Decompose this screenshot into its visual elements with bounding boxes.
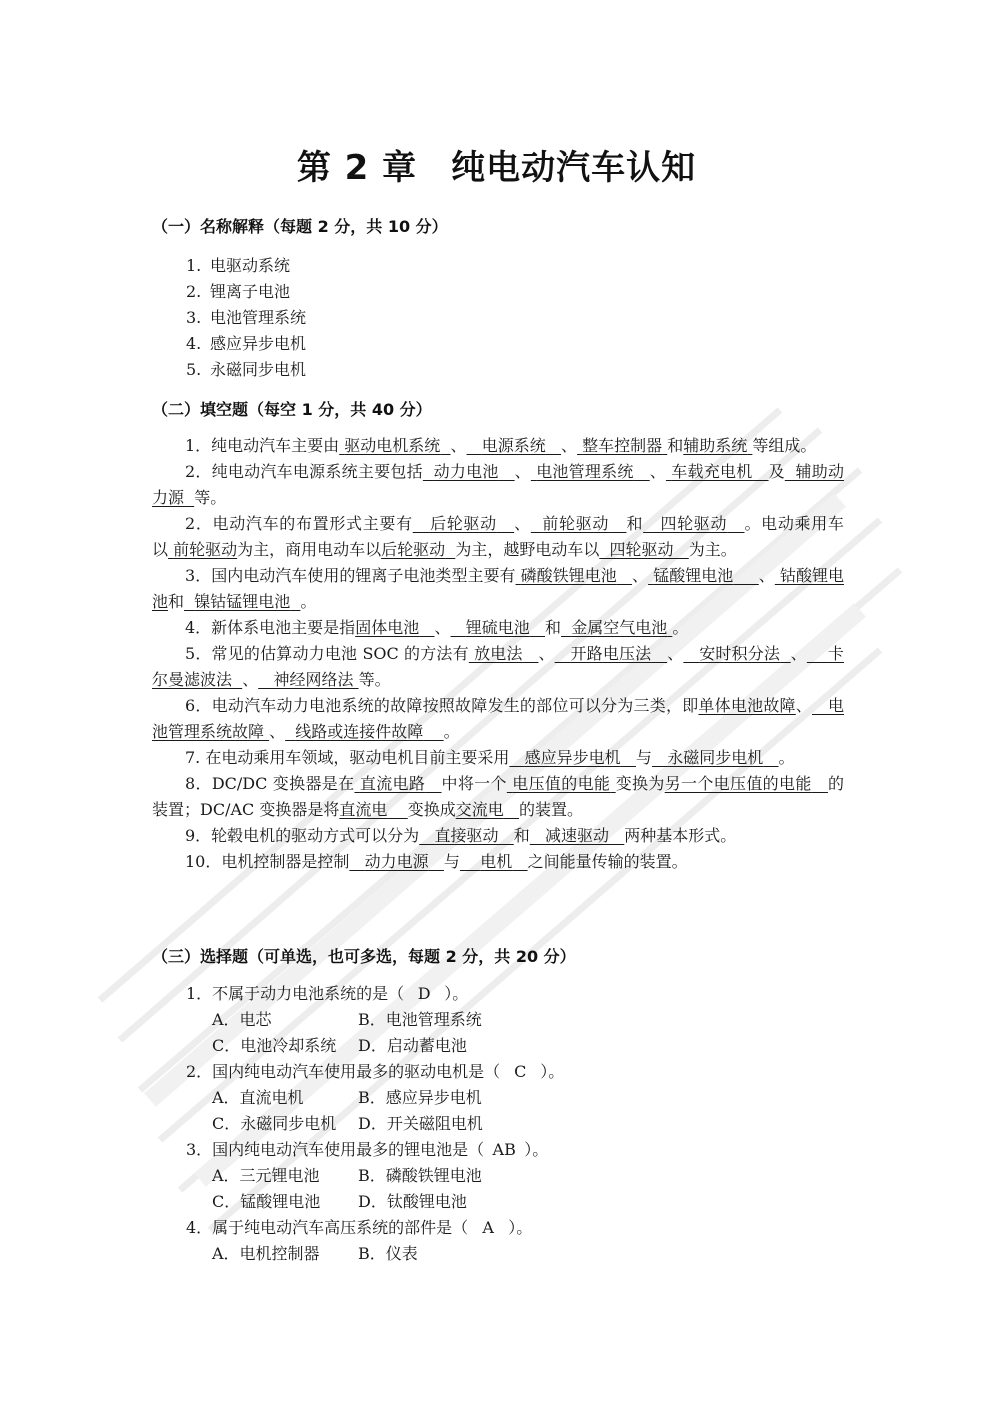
fill-question-3: 2．电动汽车的布置形式主要有 后轮驱动 、 前轮驱动 和 四轮驱动 。电动乘用车以 前轮驱动为主，商用电动车以后轮驱动 为主，越野电动车以 四轮驱动 为主。: [152, 514, 844, 559]
fill-question-4: 3．国内电动汽车使用的锂离子电池类型主要有 磷酸铁锂电池 、 锰酸锂电池 、 钴酸锂电池和 镍钴锰锂电池 。: [152, 566, 844, 611]
answer-value: AB: [492, 1140, 516, 1159]
fill-question-10: 9．轮毂电机的驱动方式可以分为 直接驱动 和 减速驱动 两种基本形式。: [185, 826, 737, 845]
fill-question-1: 1．纯电动汽车主要由 驱动电机系统 、 电源系统 、 整车控制器 和辅助系统 等组成。: [185, 436, 817, 455]
option-row: C．锰酸锂电池 D．钛酸锂电池: [212, 1192, 467, 1211]
choice-questions: [186, 981, 806, 1267]
chapter-number: 第 2 章: [296, 148, 418, 188]
option-row: C．电池冷却系统 D．启动蓄电池: [212, 1036, 467, 1055]
fill-question-9: 8．DC/DC 变换器是在 直流电路 中将一个 电压值的电能 变换为另一个电压值的电能 的装置；DC/AC 变换器是将直流电 变换成交流电 的装置。: [152, 774, 844, 819]
fill-question-2: 2．纯电动汽车电源系统主要包括 动力电池 、 电池管理系统 、 车载充电机 及 辅助动力源 等。: [152, 462, 844, 507]
fill-question-6: 5．常见的估算动力电池 SOC 的方法有 放电法 、 开路电压法 、 安时积分法 、 卡尔曼滤波法 、 神经网络法 等。: [152, 644, 844, 689]
list-item: 5. 永磁同步电机: [186, 360, 307, 379]
list-item: 2. 锂离子电池: [186, 282, 291, 301]
fill-question-11: 10．电机控制器是控制 动力电源 与 电机 之间能量传输的装置。: [185, 852, 688, 871]
term-list: [186, 253, 306, 383]
fill-question-7: 6．电动汽车动力电池系统的故障按照故障发生的部位可以分为三类，即单体电池故障、 电池管理系统故障 、 线路或连接件故障 。: [152, 696, 844, 741]
list-item: 1. 电驱动系统: [186, 256, 291, 275]
option-row: A．三元锂电池 B．磷酸铁锂电池: [212, 1166, 482, 1185]
choice-question-3: 3．国内纯电动汽车使用最多的锂电池是（ AB ）。: [186, 1137, 806, 1163]
chapter-title: [0, 140, 993, 189]
list-item: 3. 电池管理系统: [186, 308, 307, 327]
list-item: 4. 感应异步电机: [186, 334, 307, 353]
answer-value: A: [482, 1218, 494, 1237]
chapter-name: 纯电动汽车认知: [451, 148, 697, 188]
fill-in-questions: [152, 433, 844, 875]
choice-question-4: 4．属于纯电动汽车高压系统的部件是（ A ）。: [186, 1215, 806, 1241]
choice-question-2: 2．国内纯电动汽车使用最多的驱动电机是（ C ）。: [186, 1059, 806, 1085]
fill-question-8: 7. 在电动乘用车领域，驱动电机目前主要采用 感应异步电机 与 永磁同步电机 。: [185, 748, 795, 767]
section-heading-choice: （三）选择题（可单选，也可多选，每题 2 分，共 20 分）: [152, 947, 576, 966]
option-row: A．电机控制器 B．仪表: [212, 1244, 418, 1263]
section-heading-fill: （二）填空题（每空 1 分，共 40 分）: [152, 400, 432, 419]
option-row: C．永磁同步电机 D．开关磁阻电机: [212, 1114, 483, 1133]
option-row: A．直流电机 B．感应异步电机: [212, 1088, 482, 1107]
section-heading-terms: （一）名称解释（每题 2 分，共 10 分）: [152, 217, 448, 236]
choice-question-1: 1．不属于动力电池系统的是（ D ）。: [186, 981, 806, 1007]
option-row: A．电芯 B．电池管理系统: [212, 1010, 482, 1029]
answer-value: C: [514, 1062, 527, 1081]
answer-value: D: [417, 984, 431, 1003]
fill-question-5: 4．新体系电池主要是指固体电池 、 锂硫电池 和 金属空气电池 。: [185, 618, 689, 637]
